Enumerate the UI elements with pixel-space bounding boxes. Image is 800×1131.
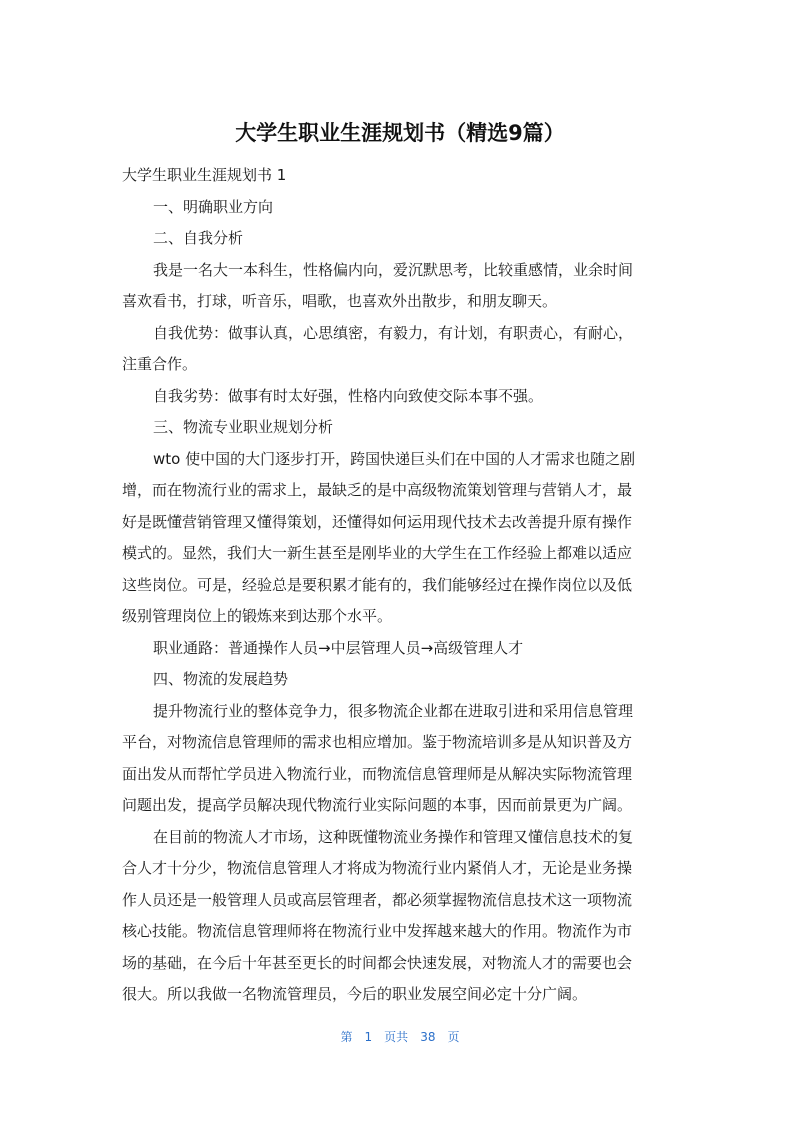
text-line: 二、自我分析: [153, 229, 244, 247]
page-footer: [0, 1027, 800, 1047]
text-line: 作人员还是一般管理人员或高层管理者，都必须掌握物流信息技术这一项物流: [122, 890, 633, 909]
text-line: 核心技能。物流信息管理师将在物流行业中发挥越来越大的作用。物流作为市: [122, 922, 633, 940]
document-body: [122, 160, 682, 1011]
footer-suffix: 页: [447, 1030, 460, 1044]
text-line: 注重合作。: [122, 355, 198, 373]
text-line: 很大。所以我做一名物流管理员，今后的职业发展空间必定十分广阔。: [122, 985, 588, 1003]
text-line: 提升物流行业的整体竞争力，很多物流企业都在进取引进和采用信息管理: [153, 701, 634, 720]
text-line: 我是一名大一本科生，性格偏内向，爱沉默思考，比较重感情，业余时间: [153, 260, 634, 279]
text-line: 一、明确职业方向: [153, 197, 274, 216]
text-line: 问题出发，提高学员解决现代物流行业实际问题的本事，因而前景更为广阔。: [122, 796, 633, 814]
text-line: 自我劣势：做事有时太好强，性格内向致使交际本事不强。: [153, 386, 544, 405]
text-line: 合人才十分少，物流信息管理人才将成为物流行业内紧俏人才，无论是业务操: [122, 859, 633, 877]
text-line: 平台，对物流信息管理师的需求也相应增加。鉴于物流培训多是从知识普及方: [122, 733, 633, 751]
text-line: 自我优势：做事认真，心思缜密，有毅力，有计划，有职责心，有耐心，: [153, 323, 634, 342]
text-line: 级别管理岗位上的锻炼来到达那个水平。: [122, 607, 393, 625]
text-line: 四、物流的发展趋势: [153, 670, 289, 688]
text-line: 面出发从而帮忙学员进入物流行业，而物流信息管理师是从解决实际物流管理: [122, 764, 633, 783]
footer-page-number: 1: [364, 1030, 373, 1044]
footer-total-pages: 38: [420, 1030, 436, 1044]
text-line: 三、物流专业职业规划分析: [153, 418, 334, 436]
text-line: 喜欢看书，打球，听音乐，唱歌，也喜欢外出散步，和朋友聊天。: [122, 292, 558, 310]
text-line: 职业通路：普通操作人员→中层管理人员→高级管理人才: [153, 638, 524, 657]
text-line: 这些岗位。可是，经验总是要积累才能有的，我们能够经过在操作岗位以及低: [122, 575, 633, 594]
text-line: 在目前的物流人才市场，这种既懂物流业务操作和管理又懂信息技术的复: [153, 827, 634, 846]
footer-middle: 页共: [384, 1030, 409, 1044]
text-line: 大学生职业生涯规划书 1: [122, 166, 287, 184]
document-title: 大学生职业生涯规划书（精选9篇）: [235, 121, 565, 145]
text-line: 模式的。显然，我们大一新生甚至是刚毕业的大学生在工作经验上都难以适应: [122, 544, 633, 562]
text-line: 增，而在物流行业的需求上，最缺乏的是中高级物流策划管理与营销人才，最: [122, 481, 633, 499]
footer-prefix: 第: [340, 1030, 353, 1044]
text-line: 好是既懂营销管理又懂得策划，还懂得如何运用现代技术去改善提升原有操作: [122, 512, 633, 531]
text-line: wto 使中国的大门逐步打开，跨国快递巨头们在中国的人才需求也随之剧: [153, 449, 636, 468]
text-line: 场的基础，在今后十年甚至更长的时间都会快速发展，对物流人才的需要也会: [122, 953, 633, 972]
